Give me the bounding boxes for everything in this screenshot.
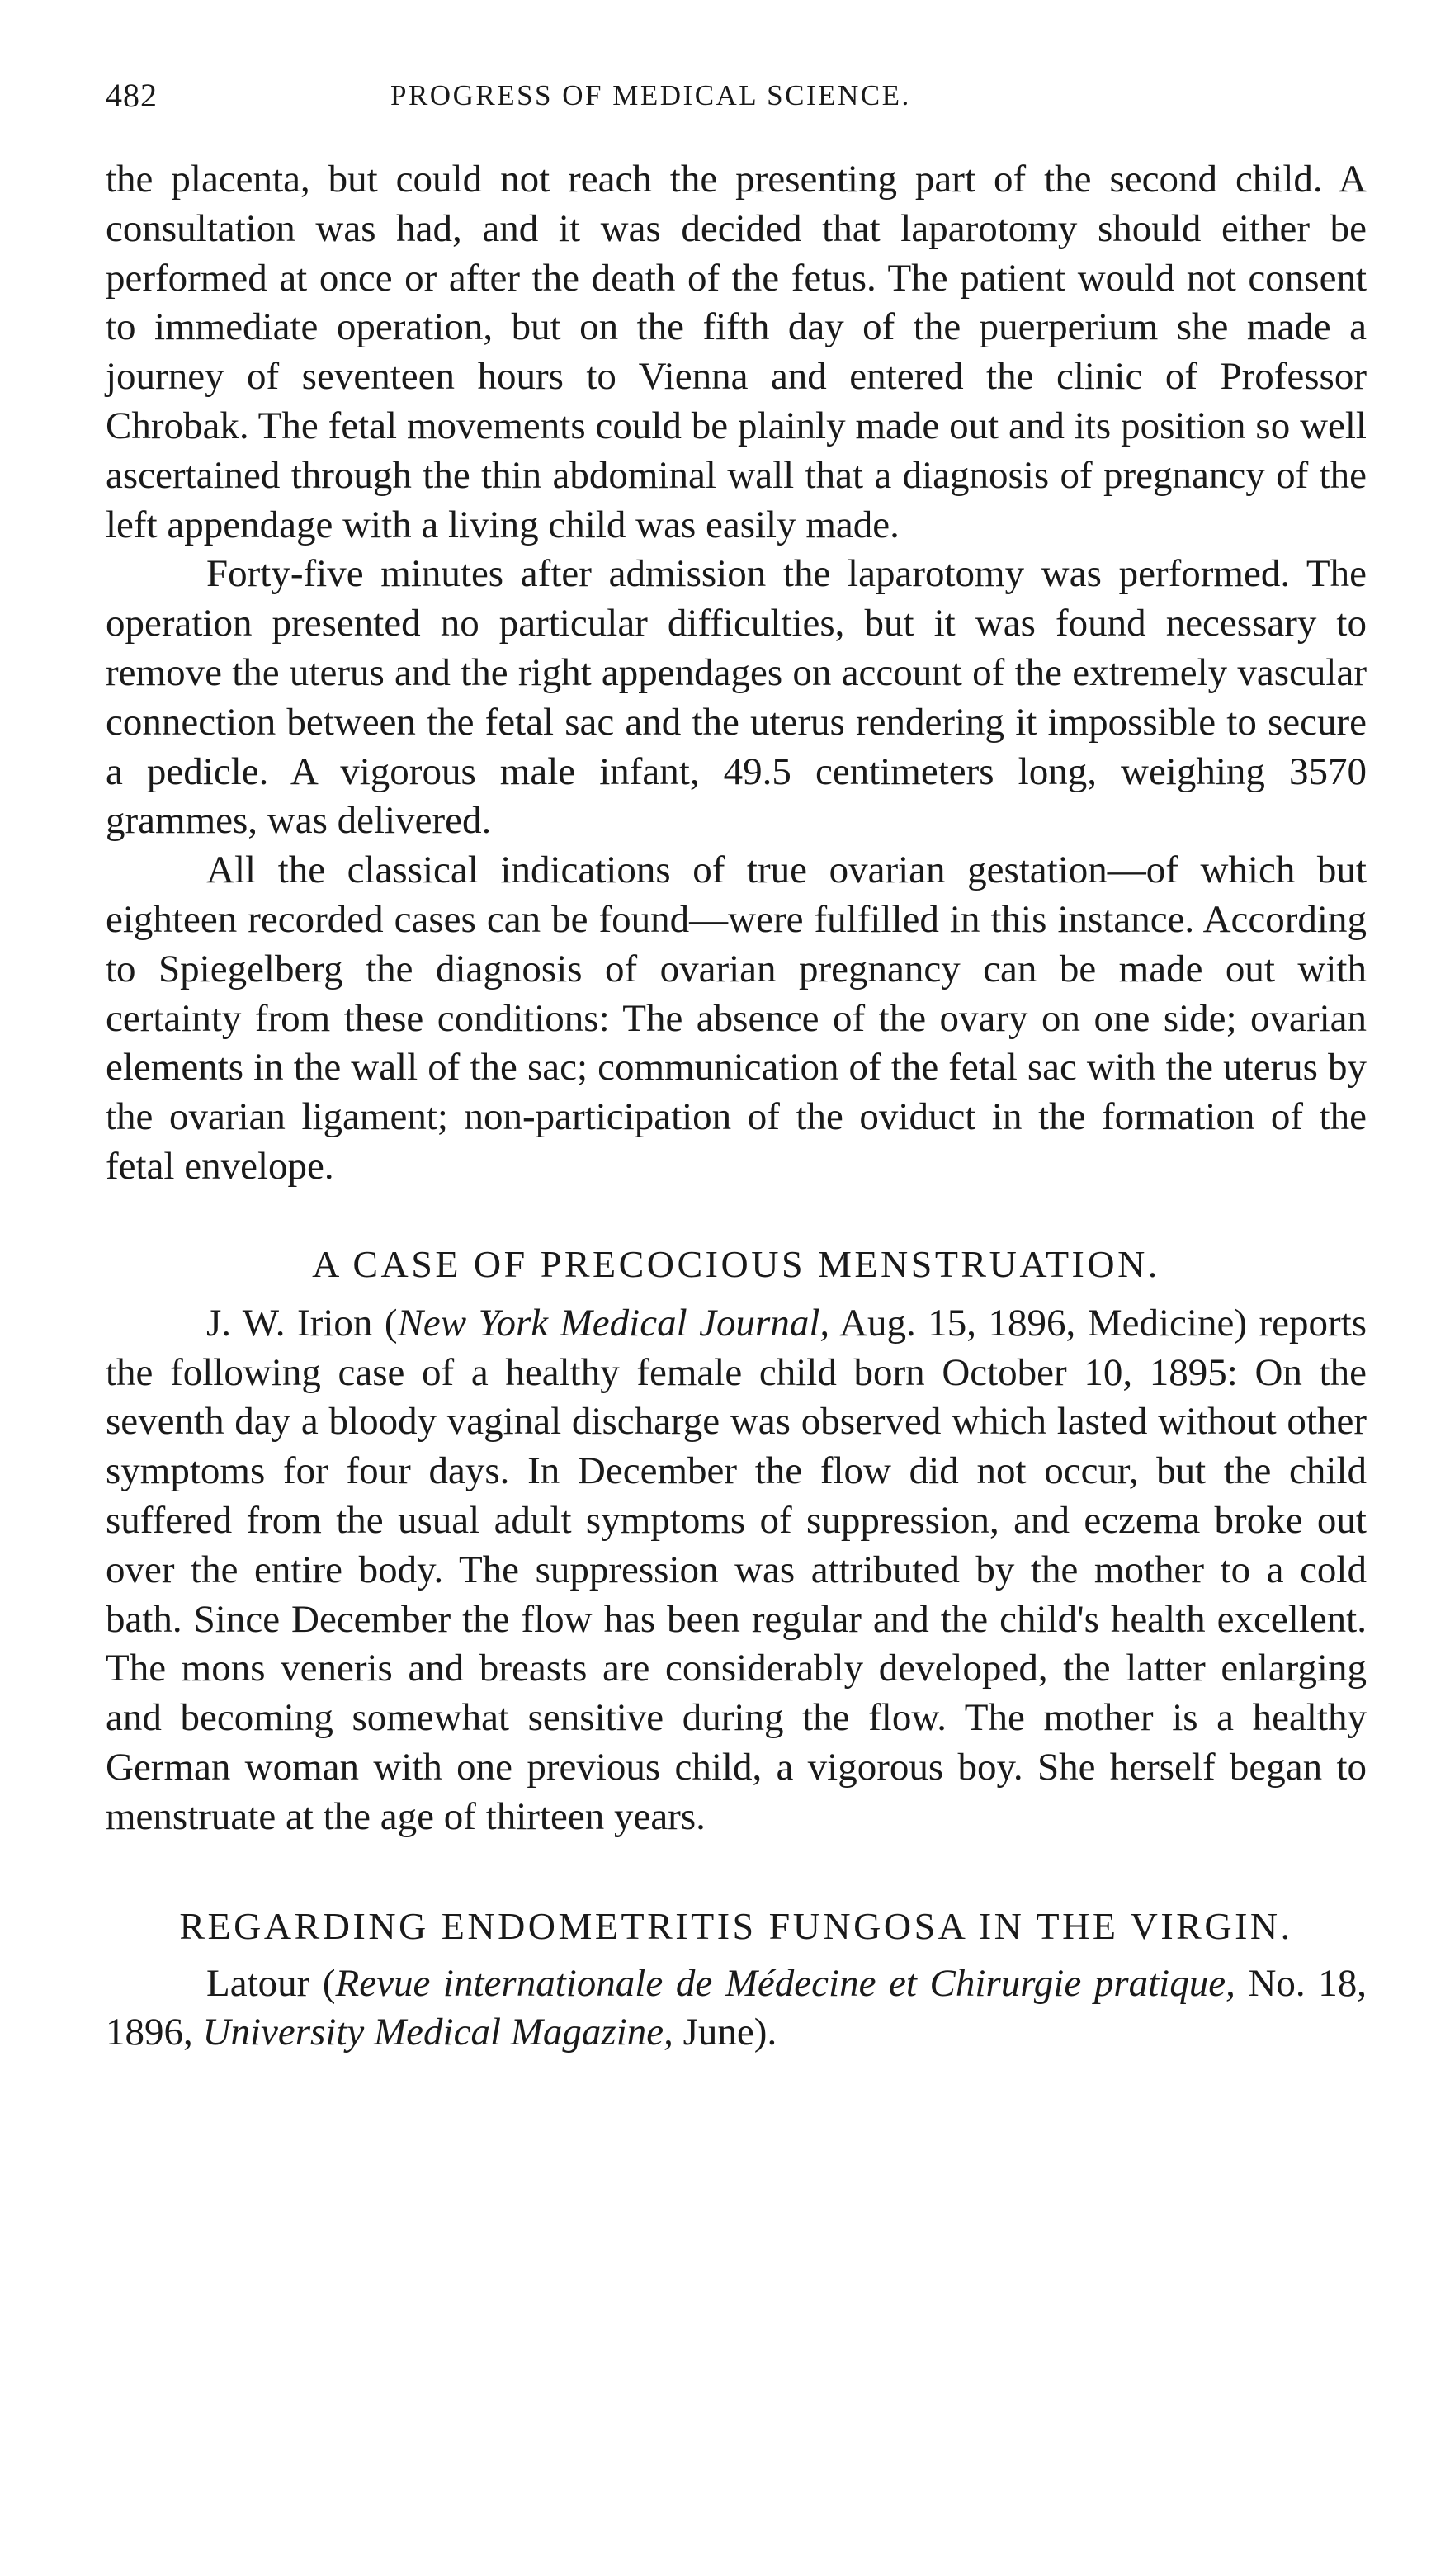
paragraph-latour — [106, 1959, 1367, 2058]
paragraph-operation: Forty-five minutes after admission the laparotomy was performed. The operation presented no particular difficulties, but it was found necessary to remove the uterus and the right appendages on account of the extremely vascular connection between the fetal sac and the uterus rendering it impossible to secure a pedicle. A vigorous male infant, 49.5 centimeters long, weighing 3570 grammes, was delivered. — [106, 552, 1367, 843]
section-heading-precocious-menstruation: A CASE OF PRECOCIOUS MENSTRUATION. — [312, 1242, 1160, 1285]
paragraph-irion-case — [106, 1299, 1367, 1842]
journal-citation: New York Medical Journal, — [397, 1301, 830, 1345]
page-number: 482 — [106, 77, 158, 114]
journal-citation: Revue internationale de Médecine et Chirurgie pratique, — [335, 1961, 1235, 2005]
text-run: June). — [673, 2011, 777, 2054]
text-run: Aug. 15, 1896, Medicine) reports the following case of a healthy female child born October 10, 1895: On the seventh day a bloody vaginal discharge was observed which lasted without other symptoms for four days. In December the flow did not occur, but the child suffered from the usual adult symptoms of suppression, and eczema broke out over the entire body. The suppression was attributed by the mother to a cold bath. Since December the flow has been regular and the child's health excellent. The mons veneris and breasts are considerably developed, the latter enlarging and becoming somewhat sensitive during the flow. The mother is a healthy German woman with one previous child, a vigorous boy. She herself began to menstruate at the age of thirteen years. — [106, 1301, 1367, 1838]
section-heading-endometritis: REGARDING ENDOMETRITIS FUNGOSA IN THE VIRGIN. — [179, 1904, 1293, 1947]
page-body — [106, 155, 1367, 2058]
text-run: J. W. Irion ( — [206, 1301, 398, 1345]
running-head — [106, 66, 1377, 132]
paragraph-indications: All the classical indications of true ovarian gestation—of which but eighteen recorded cases can be found—were fulfilled in this instance. According to Spiegelberg the diagnosis of ovarian pregnancy can be made out with certainty from these conditions: The absence of the ovary on one side; ovarian elements in the wall of the sac; communication of the fetal sac with the uterus by the ovarian ligament; non-participation of the oviduct in the formation of the fetal envelope. — [106, 848, 1367, 1188]
running-title: PROGRESS OF MEDICAL SCIENCE. — [390, 79, 911, 111]
text-run: No. 18, 1896, — [106, 1961, 1367, 2054]
book-page — [106, 66, 1377, 2058]
text-run: Latour ( — [206, 1961, 336, 2005]
paragraph-continuation: the placenta, but could not reach the presenting part of the second child. A consultation was had, and it was decided that laparotomy should either be performed at once or after the death of the fetus. The patient would not consent to immediate operation, but on the fifth day of the puerperium she made a journey of seventeen hours to Vienna and entered the clinic of Professor Chrobak. The fetal movements could be plainly made out and its position so well ascertained through the thin abdominal wall that a diagnosis of pregnancy of the left appendage with a living child was easily made. — [106, 158, 1367, 546]
journal-citation: University Medical Magazine, — [202, 2011, 673, 2054]
